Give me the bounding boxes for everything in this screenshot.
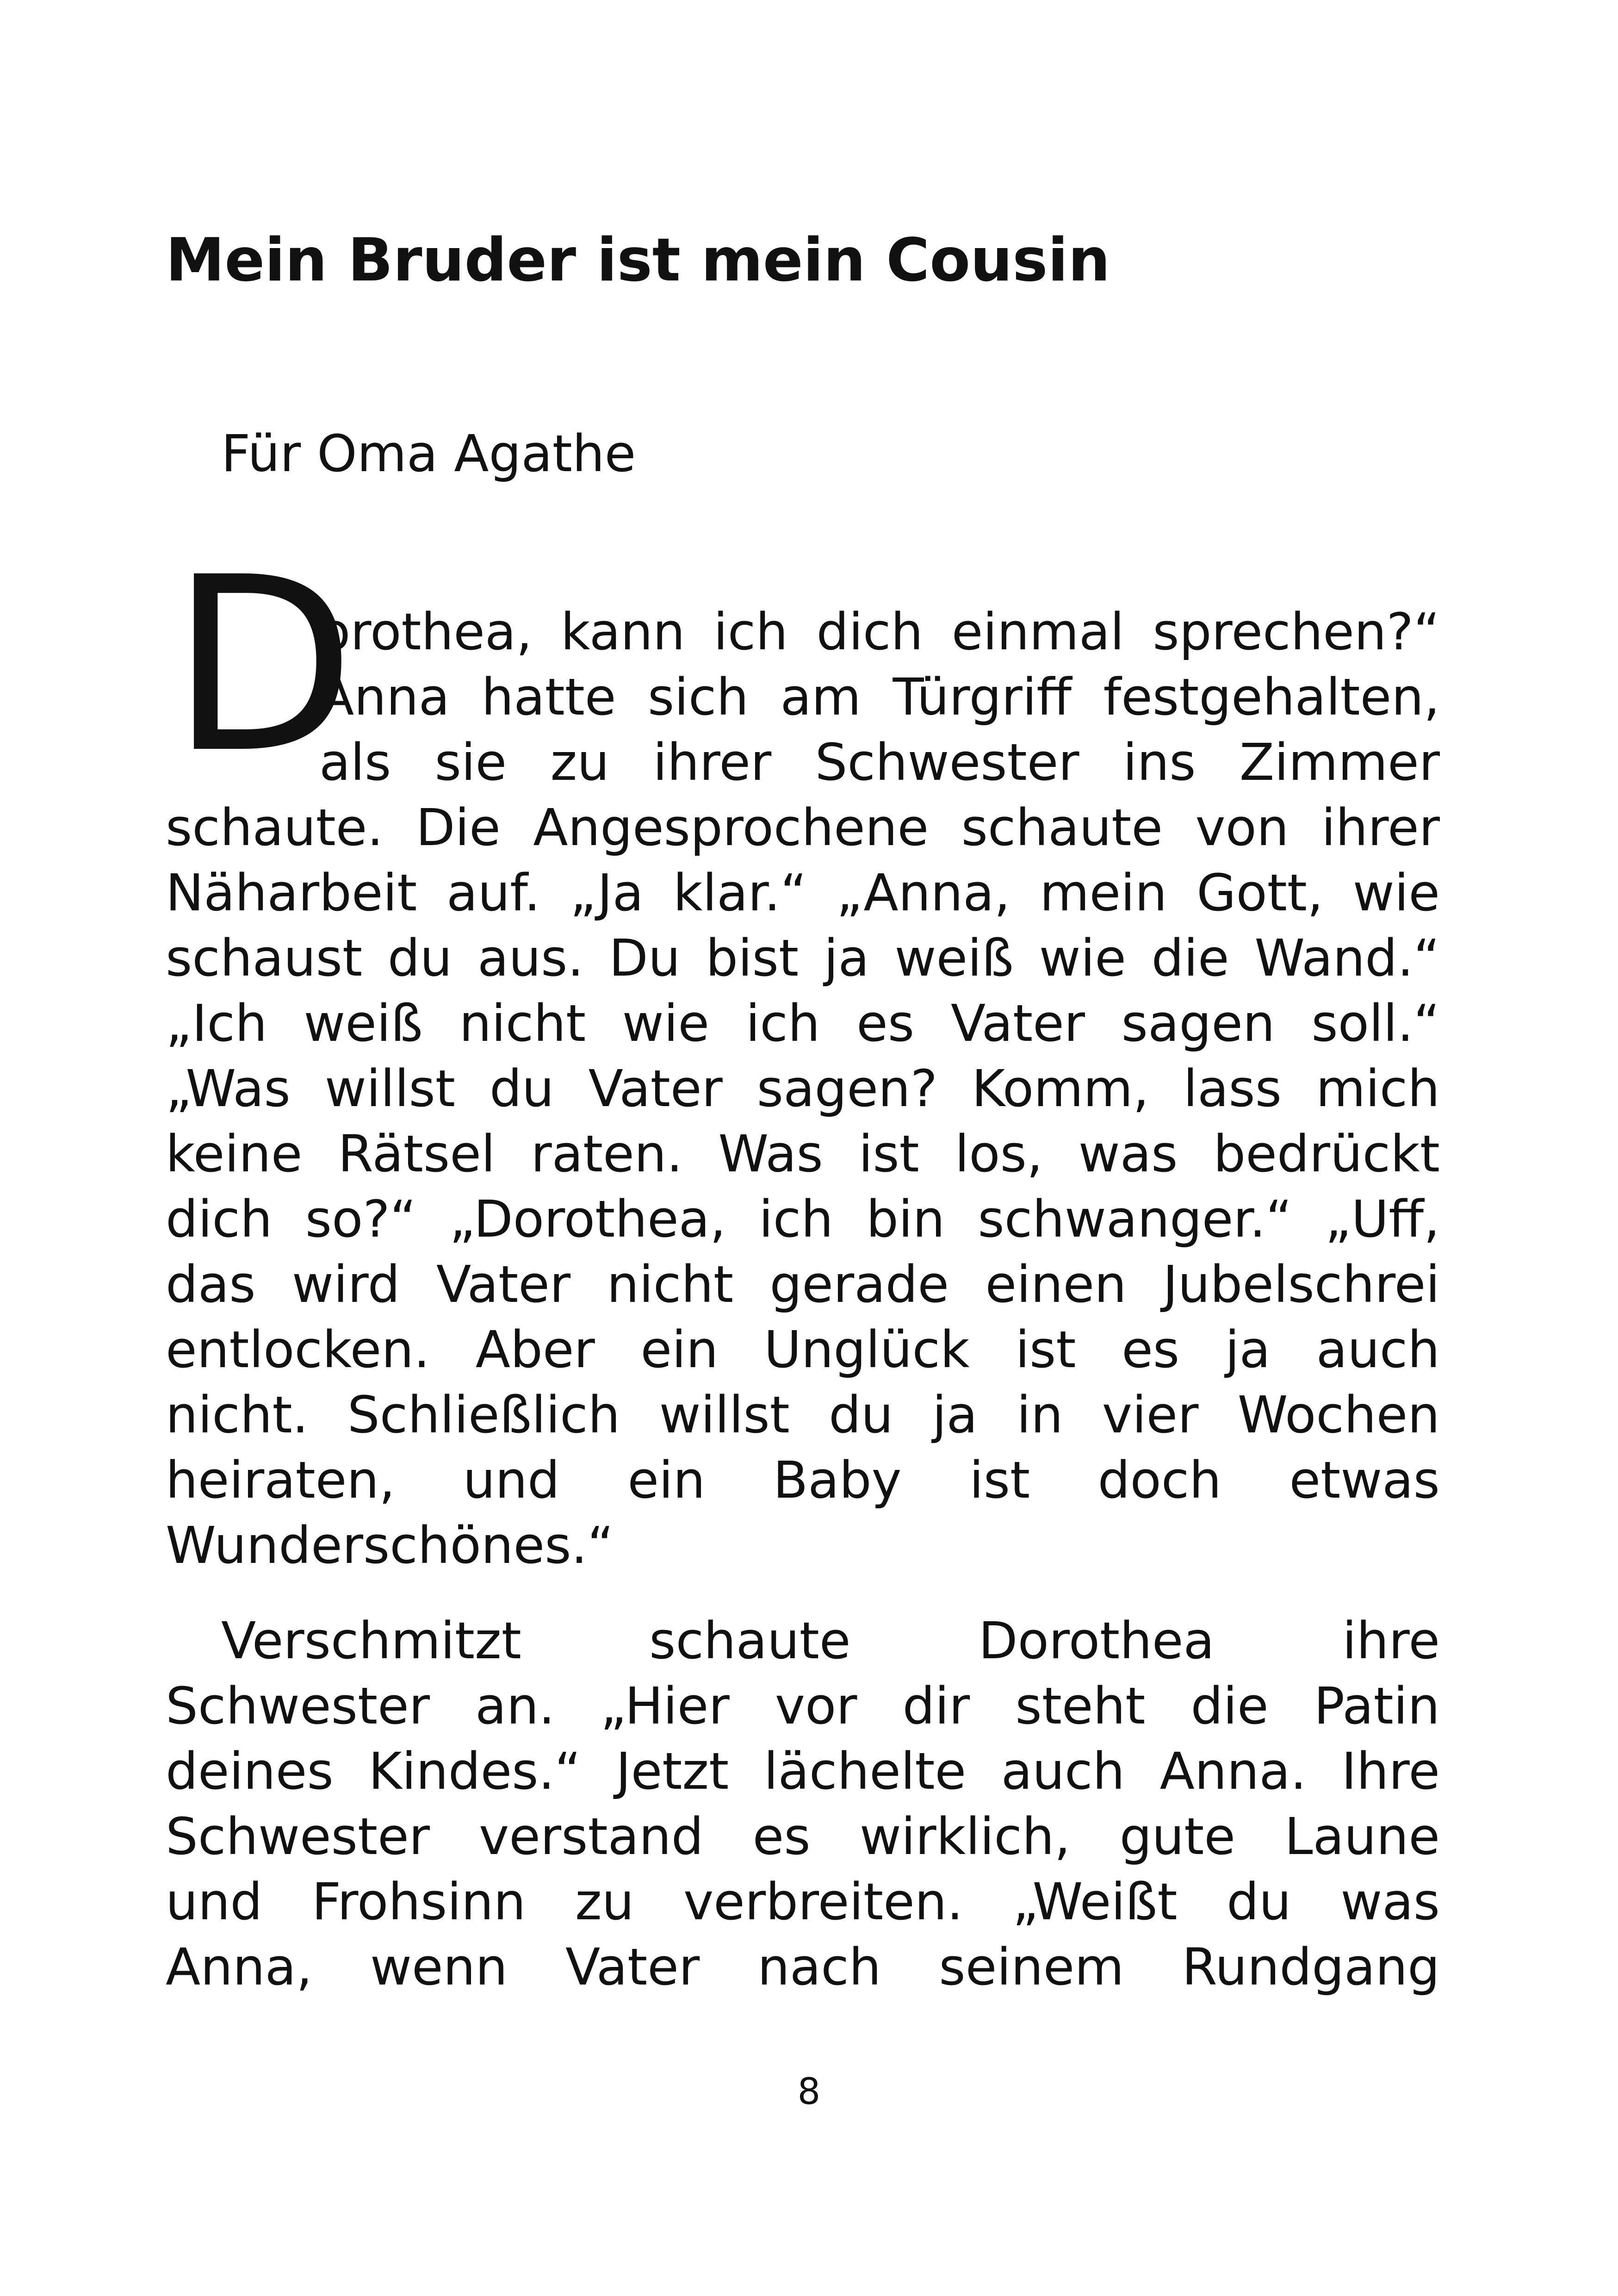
chapter-title: Mein Bruder ist mein Cousin — [166, 226, 1110, 295]
drop-cap: D — [170, 525, 356, 806]
text-line: Wunderschönes.“ — [166, 1516, 614, 1575]
text-line: Anna hatte sich am Türgriff festgehalten, — [319, 667, 1440, 727]
text-line: Schwester an. „Hier vor dir steht die Patin — [166, 1676, 1440, 1736]
text-line: schaust du aus. Du bist ja weiß wie die Wand.“ — [166, 928, 1440, 988]
text-line: Näharbeit auf. „Ja klar.“ „Anna, mein Gott, wie — [166, 863, 1440, 922]
text-line: „Was willst du Vater sagen? Komm, lass mich — [166, 1059, 1440, 1118]
text-line: keine Rätsel raten. Was ist los, was bedrückt — [166, 1124, 1440, 1183]
text-line: als sie zu ihrer Schwester ins Zimmer — [319, 733, 1440, 792]
page-number: 8 — [797, 2071, 821, 2113]
text-line: deines Kindes.“ Jetzt lächelte auch Anna. Ihre — [166, 1742, 1440, 1801]
text-line: Anna, wenn Vater nach seinem Rundgang — [166, 1937, 1440, 1997]
text-line: das wird Vater nicht gerade einen Jubelschrei — [166, 1255, 1440, 1314]
text-line: schaute. Die Angesprochene schaute von ihrer — [166, 798, 1440, 857]
text-line: entlocken. Aber ein Unglück ist es ja auch — [166, 1320, 1440, 1379]
text-line: Verschmitzt schaute Dorothea ihre — [221, 1611, 1440, 1670]
text-line: und Frohsinn zu verbreiten. „Weißt du was — [166, 1872, 1440, 1931]
dedication: Für Oma Agathe — [221, 424, 636, 483]
text-line: Schwester verstand es wirklich, gute Laune — [166, 1807, 1440, 1866]
text-line: „Ich weiß nicht wie ich es Vater sagen soll.“ — [166, 994, 1440, 1053]
text-line: dich so?“ „Dorothea, ich bin schwanger.“ „Uff, — [166, 1189, 1440, 1249]
text-line: orothea, kann ich dich einmal sprechen?“ — [319, 602, 1440, 661]
text-line: heiraten, und ein Baby ist doch etwas — [166, 1450, 1440, 1510]
text-line: nicht. Schließlich willst du ja in vier Wochen — [166, 1385, 1440, 1444]
